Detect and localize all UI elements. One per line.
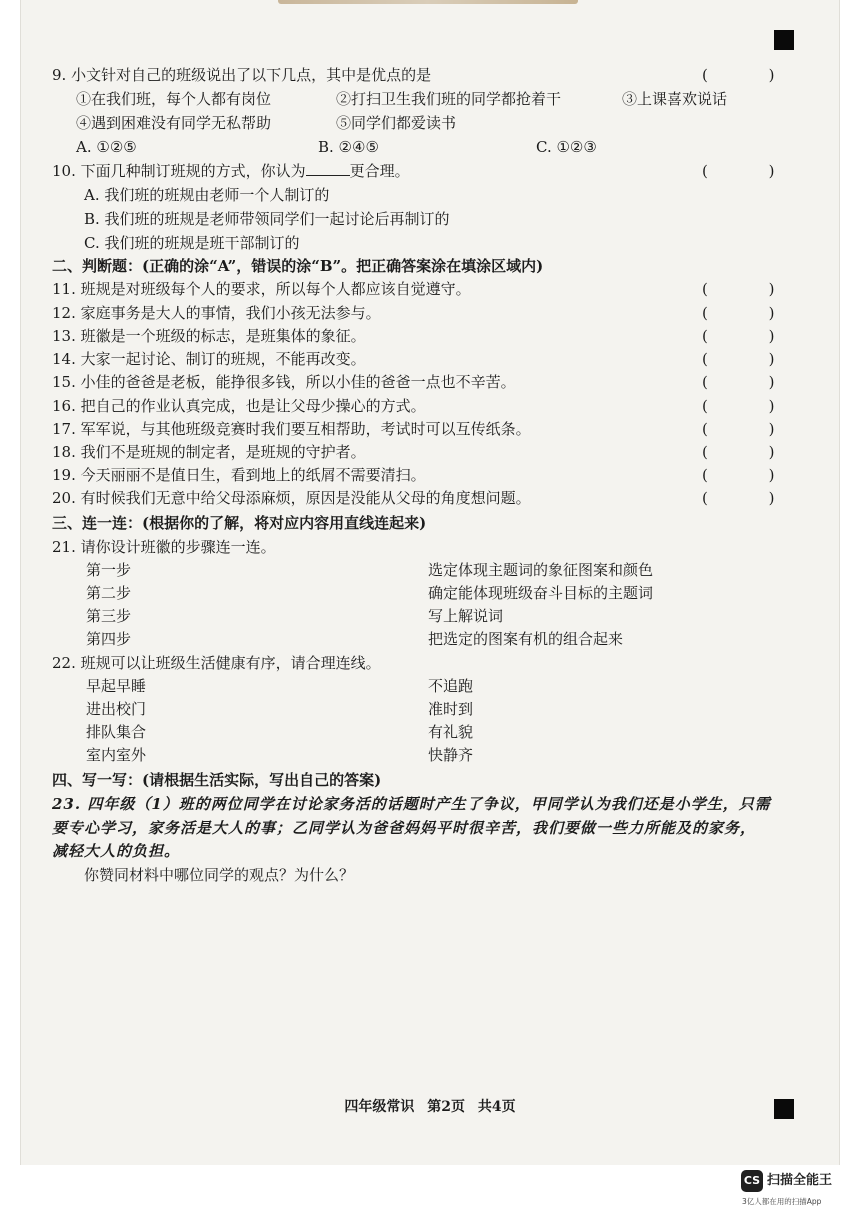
judgment-q11-paren[interactable]: ( ) xyxy=(702,280,803,298)
q22-right-3[interactable]: 有礼貌 xyxy=(428,723,474,741)
judgment-q14-paren[interactable]: ( ) xyxy=(702,350,803,368)
q9-item-1: ①在我们班，每个人都有岗位 xyxy=(76,90,272,108)
q23-passage-line-3: 减轻大人的负担。 xyxy=(52,842,181,860)
paper-top-edge xyxy=(278,0,578,4)
q23-question: 你赞同材料中哪位同学的观点？为什么？ xyxy=(84,866,355,884)
q21-right-2[interactable]: 确定能体现班级奋斗目标的主题词 xyxy=(428,584,654,602)
q22-right-4[interactable]: 快静齐 xyxy=(428,746,474,764)
q10-blank[interactable] xyxy=(306,161,350,176)
q21-left-2[interactable]: 第二步 xyxy=(86,584,132,602)
q23-answer-area[interactable] xyxy=(52,890,742,1080)
judgment-q17-paren[interactable]: ( ) xyxy=(702,420,803,438)
q22-left-2[interactable]: 进出校门 xyxy=(86,700,147,718)
q10-stem-before: 10. 下面几种制订班规的方式，你认为 xyxy=(52,162,306,180)
judgment-q12-paren[interactable]: ( ) xyxy=(702,304,803,322)
judgment-q15-paren[interactable]: ( ) xyxy=(702,373,803,391)
q9-item-4: ④遇到困难没有同学无私帮助 xyxy=(76,114,272,132)
q21-right-3[interactable]: 写上解说词 xyxy=(428,607,504,625)
q9-answer-paren[interactable]: ( ) xyxy=(702,66,803,84)
q9-item-3: ③上课喜欢说话 xyxy=(622,90,728,108)
q10-choice-c[interactable]: C. 我们班的班规是班干部制订的 xyxy=(84,234,300,252)
q21-left-1[interactable]: 第一步 xyxy=(86,561,132,579)
q9-choice-c[interactable]: C. ①②③ xyxy=(536,138,597,156)
q21-left-3[interactable]: 第三步 xyxy=(86,607,132,625)
judgment-q13-paren[interactable]: ( ) xyxy=(702,327,803,345)
q10-choice-b[interactable]: B. 我们班的班规是老师带领同学们一起讨论后再制订的 xyxy=(84,210,450,228)
q22-right-1[interactable]: 不追跑 xyxy=(428,677,474,695)
q21-left-4[interactable]: 第四步 xyxy=(86,630,132,648)
q9-stem: 9. 小文针对自己的班级说出了以下几点，其中是优点的是 xyxy=(52,66,432,84)
q9-choice-b[interactable]: B. ②④⑤ xyxy=(318,138,379,156)
q22-left-3[interactable]: 排队集合 xyxy=(86,723,147,741)
q10-choice-a[interactable]: A. 我们班的班规由老师一个人制订的 xyxy=(84,186,330,204)
judgment-q15: 15. 小佳的爸爸是老板，能挣很多钱，所以小佳的爸爸一点也不辛苦。 xyxy=(52,373,516,391)
scanner-app-logo-icon: CS xyxy=(741,1170,763,1192)
q9-choice-a[interactable]: A. ①②⑤ xyxy=(76,138,137,156)
q10-stem xyxy=(52,161,410,181)
q9-item-2: ②打扫卫生我们班的同学都抢着干 xyxy=(336,90,562,108)
q21-right-4[interactable]: 把选定的图案有机的组合起来 xyxy=(428,630,624,648)
q21-right-1[interactable]: 选定体现主题词的象征图案和颜色 xyxy=(428,561,654,579)
page-footer: 四年级常识 第2页 共4页 xyxy=(344,1099,516,1115)
section-3-heading: 三、连一连：(根据你的了解，将对应内容用直线连起来) xyxy=(52,514,427,532)
judgment-q13: 13. 班徽是一个班级的标志，是班集体的象征。 xyxy=(52,327,366,345)
q23-passage-line-2: 要专心学习，家务活是大人的事；乙同学认为爸爸妈妈平时很辛苦，我们要做一些力所能及的家务， xyxy=(52,819,757,837)
judgment-q14: 14. 大家一起讨论、制订的班规，不能再改变。 xyxy=(52,350,366,368)
judgment-q20: 20. 有时候我们无意中给父母添麻烦，原因是没能从父母的角度想问题。 xyxy=(52,489,531,507)
q9-item-5: ⑤同学们都爱读书 xyxy=(336,114,457,132)
judgment-q18: 18. 我们不是班规的制定者，是班规的守护者。 xyxy=(52,443,366,461)
judgment-q17: 17. 军军说，与其他班级竞赛时我们要互相帮助，考试时可以互传纸条。 xyxy=(52,420,531,438)
judgment-q20-paren[interactable]: ( ) xyxy=(702,489,803,507)
section-2-heading: 二、判断题：(正确的涂“A”，错误的涂“B”。把正确答案涂在填涂区域内) xyxy=(52,257,544,275)
judgment-q18-paren[interactable]: ( ) xyxy=(702,443,803,461)
q21-stem: 21. 请你设计班徽的步骤连一连。 xyxy=(52,538,276,556)
q10-stem-after: 更合理。 xyxy=(349,162,410,180)
judgment-q16: 16. 把自己的作业认真完成，也是让父母少操心的方式。 xyxy=(52,397,426,415)
section-4-heading: 四、写一写：(请根据生活实际，写出自己的答案) xyxy=(52,771,382,789)
q22-right-2[interactable]: 准时到 xyxy=(428,700,474,718)
judgment-q19: 19. 今天丽丽不是值日生，看到地上的纸屑不需要清扫。 xyxy=(52,466,426,484)
corner-marker-top xyxy=(774,30,794,50)
scanner-app-tagline: 3亿人都在用的扫描App xyxy=(742,1197,822,1206)
q22-stem: 22. 班规可以让班级生活健康有序，请合理连线。 xyxy=(52,654,381,672)
judgment-q11: 11. 班规是对班级每个人的要求，所以每个人都应该自觉遵守。 xyxy=(52,280,471,298)
q10-answer-paren[interactable]: ( ) xyxy=(702,162,803,180)
judgment-q12: 12. 家庭事务是大人的事情，我们小孩无法参与。 xyxy=(52,304,381,322)
q23-passage-line-1: 23. 四年级（1）班的两位同学在讨论家务活的话题时产生了争议，甲同学认为我们还是小学生，只需 xyxy=(52,795,771,813)
judgment-q19-paren[interactable]: ( ) xyxy=(702,466,803,484)
q22-left-1[interactable]: 早起早睡 xyxy=(86,677,147,695)
judgment-q16-paren[interactable]: ( ) xyxy=(702,397,803,415)
scanner-app-name: 扫描全能王 xyxy=(767,1173,833,1188)
q22-left-4[interactable]: 室内室外 xyxy=(86,746,147,764)
